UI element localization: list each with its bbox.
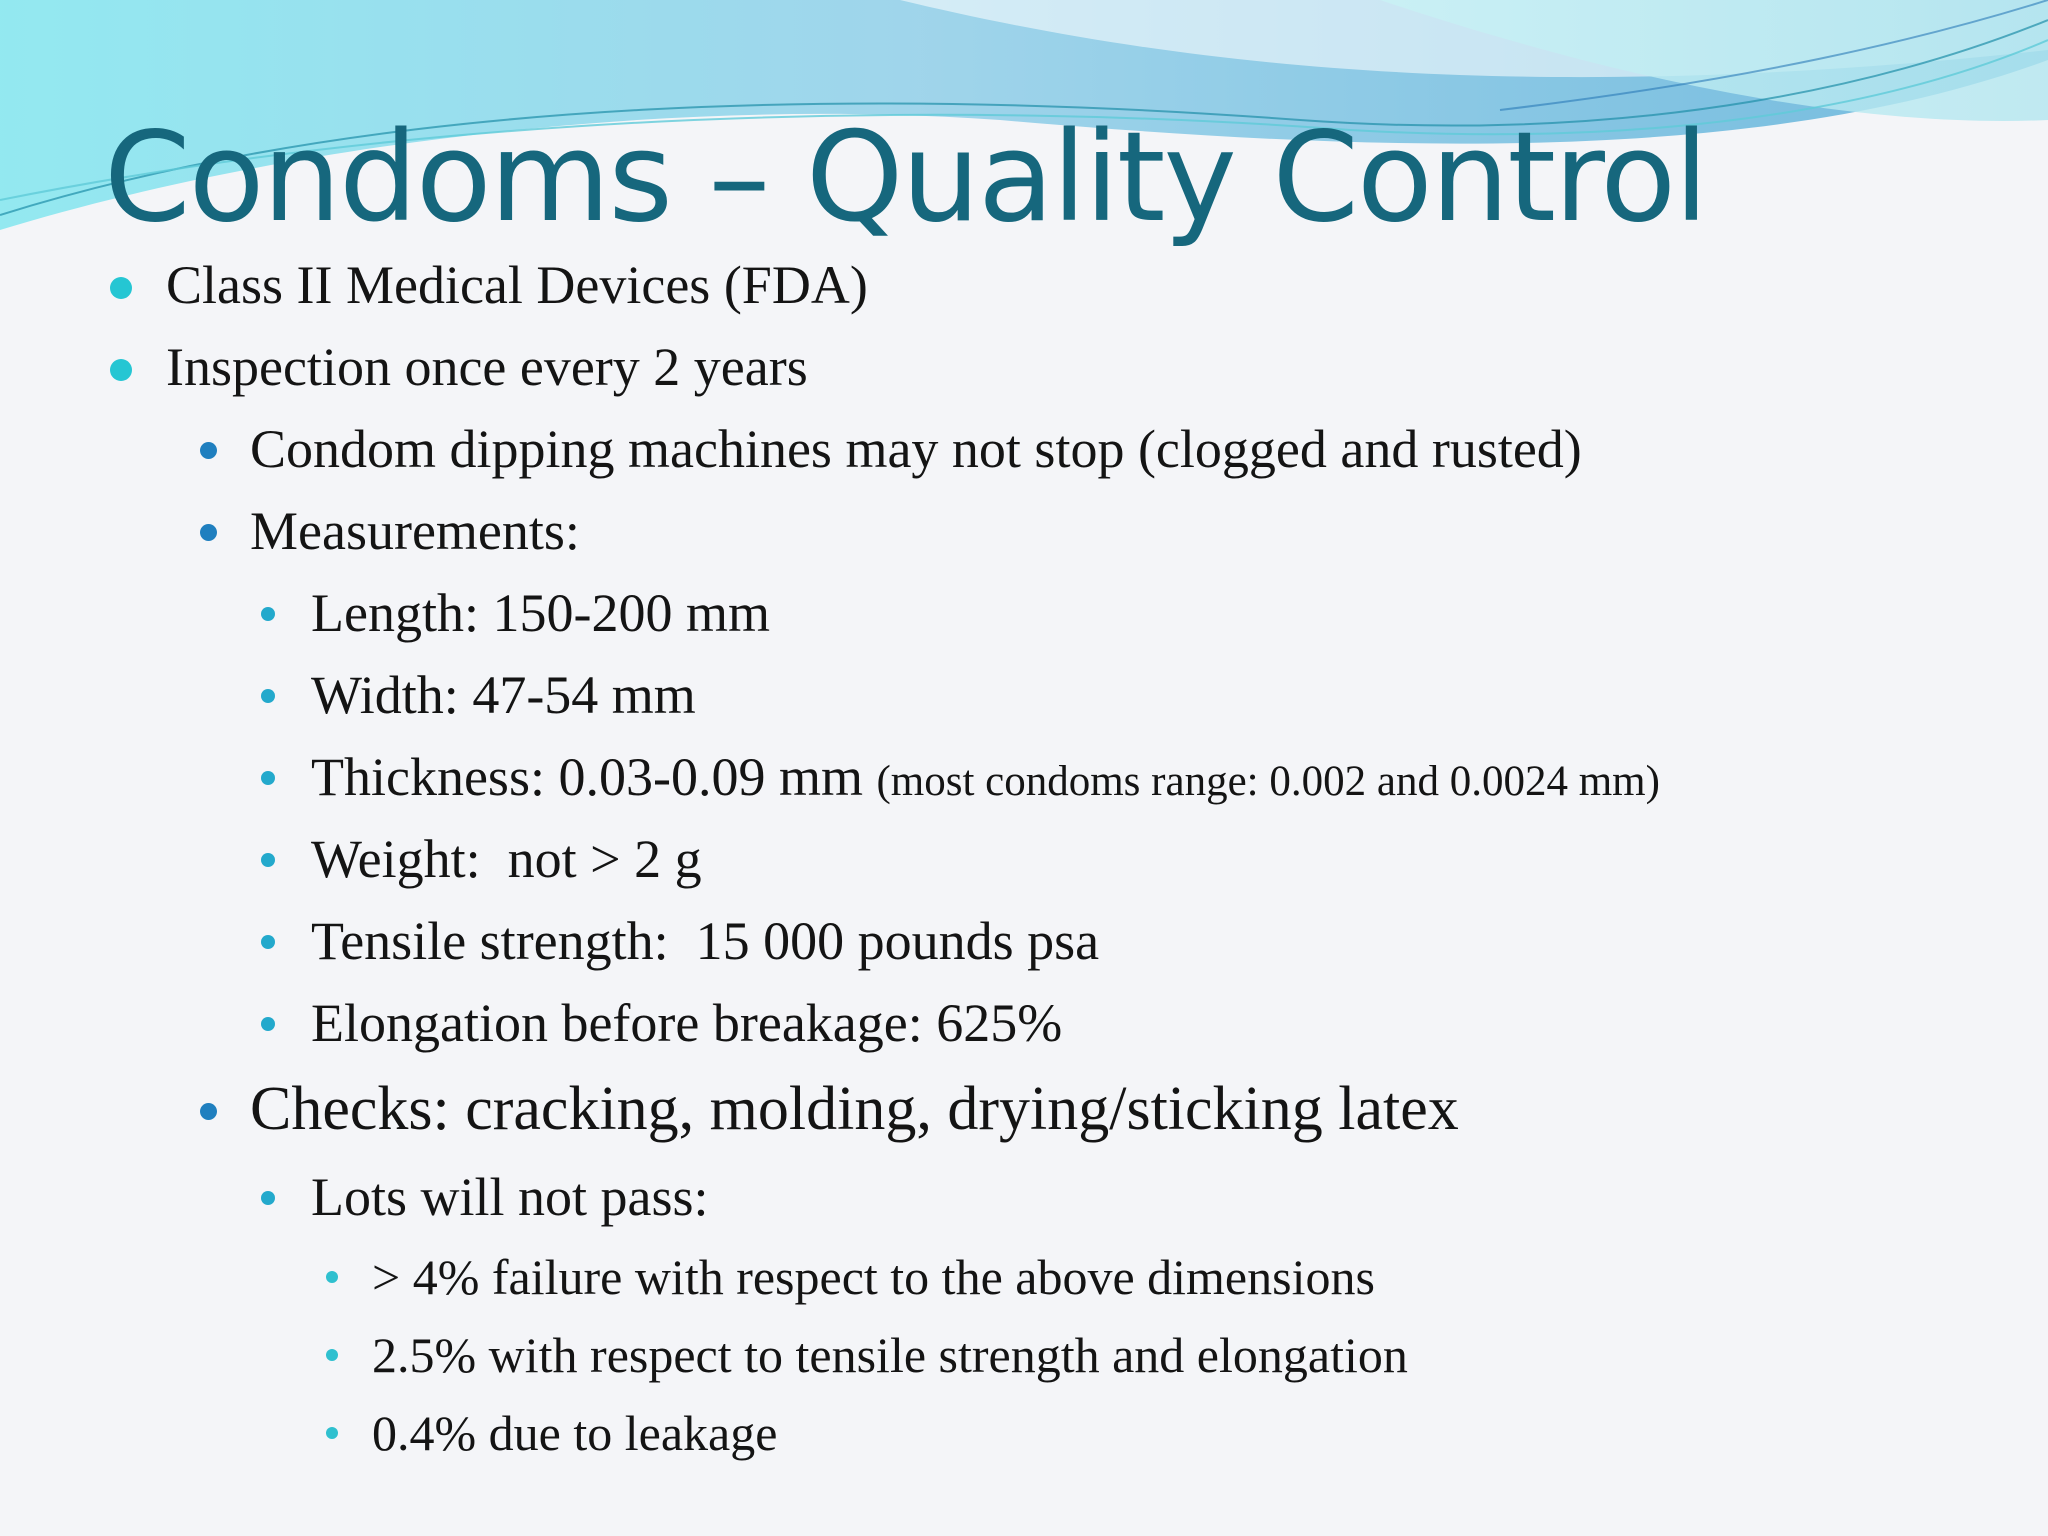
- bullet-length: [311, 583, 770, 643]
- bullet-dot-icon: [261, 935, 275, 949]
- bullet-dot-icon: [326, 1271, 338, 1283]
- slide-title: Condoms – Quality Control: [104, 106, 1707, 250]
- bullet-dot-icon: [110, 277, 132, 299]
- bullet-weight: [311, 829, 702, 889]
- bullet-dot-icon: [261, 689, 275, 703]
- bullet-width: [311, 665, 696, 725]
- bullet-measurements: [250, 501, 580, 561]
- bullet-text: Inspection once every 2 years: [166, 337, 808, 397]
- bullet-dipping-machines: [250, 419, 1582, 479]
- bullet-dot-icon: [261, 771, 275, 785]
- bullet-checks: [250, 1075, 1459, 1143]
- bullet-dot-icon: [326, 1349, 338, 1361]
- bullet-text: Condom dipping machines may not stop (clogged and rusted): [250, 419, 1582, 479]
- bullet-text: Tensile strength: 15 000 pounds psa: [311, 911, 1100, 971]
- bullet-text: Elongation before breakage: 625%: [311, 993, 1063, 1053]
- bullet-dot-icon: [200, 524, 217, 541]
- bullet-failure-tensile: [372, 1327, 1408, 1383]
- bullet-text: Class II Medical Devices (FDA): [166, 255, 868, 315]
- bullet-text: Weight: not > 2 g: [311, 829, 702, 889]
- bullet-text: 0.4% due to leakage: [372, 1405, 778, 1461]
- bullet-dot-icon: [110, 359, 132, 381]
- bullet-text: Thickness: 0.03-0.09 mm: [311, 747, 863, 807]
- bullet-failure-dimensions: [372, 1249, 1375, 1305]
- bullet-text: 2.5% with respect to tensile strength and elongation: [372, 1327, 1408, 1383]
- bullet-text: Length: 150-200 mm: [311, 583, 770, 643]
- bullet-elongation: [311, 993, 1063, 1053]
- bullet-class-ii: [166, 255, 868, 315]
- bullet-dot-icon: [261, 853, 275, 867]
- bullet-text: Width: 47-54 mm: [311, 665, 696, 725]
- bullet-text: Lots will not pass:: [311, 1167, 709, 1227]
- bullet-tensile-strength: [311, 911, 1100, 971]
- bullet-dot-icon: [200, 442, 217, 459]
- bullet-text: > 4% failure with respect to the above dimensions: [372, 1249, 1375, 1305]
- bullet-text: Measurements:: [250, 501, 580, 561]
- bullet-dot-icon: [261, 1191, 275, 1205]
- bullet-dot-icon: [200, 1103, 217, 1120]
- bullet-note: (most condoms range: 0.002 and 0.0024 mm): [876, 758, 1660, 805]
- bullet-inspection: [166, 337, 808, 397]
- bullet-dot-icon: [261, 1017, 275, 1031]
- bullet-dot-icon: [326, 1427, 338, 1439]
- bullet-text: Checks: cracking, molding, drying/sticking latex: [250, 1075, 1459, 1143]
- bullet-lots: [311, 1167, 709, 1227]
- bullet-thickness: [311, 747, 1660, 807]
- bullet-failure-leakage: [372, 1405, 778, 1461]
- bullet-dot-icon: [261, 607, 275, 621]
